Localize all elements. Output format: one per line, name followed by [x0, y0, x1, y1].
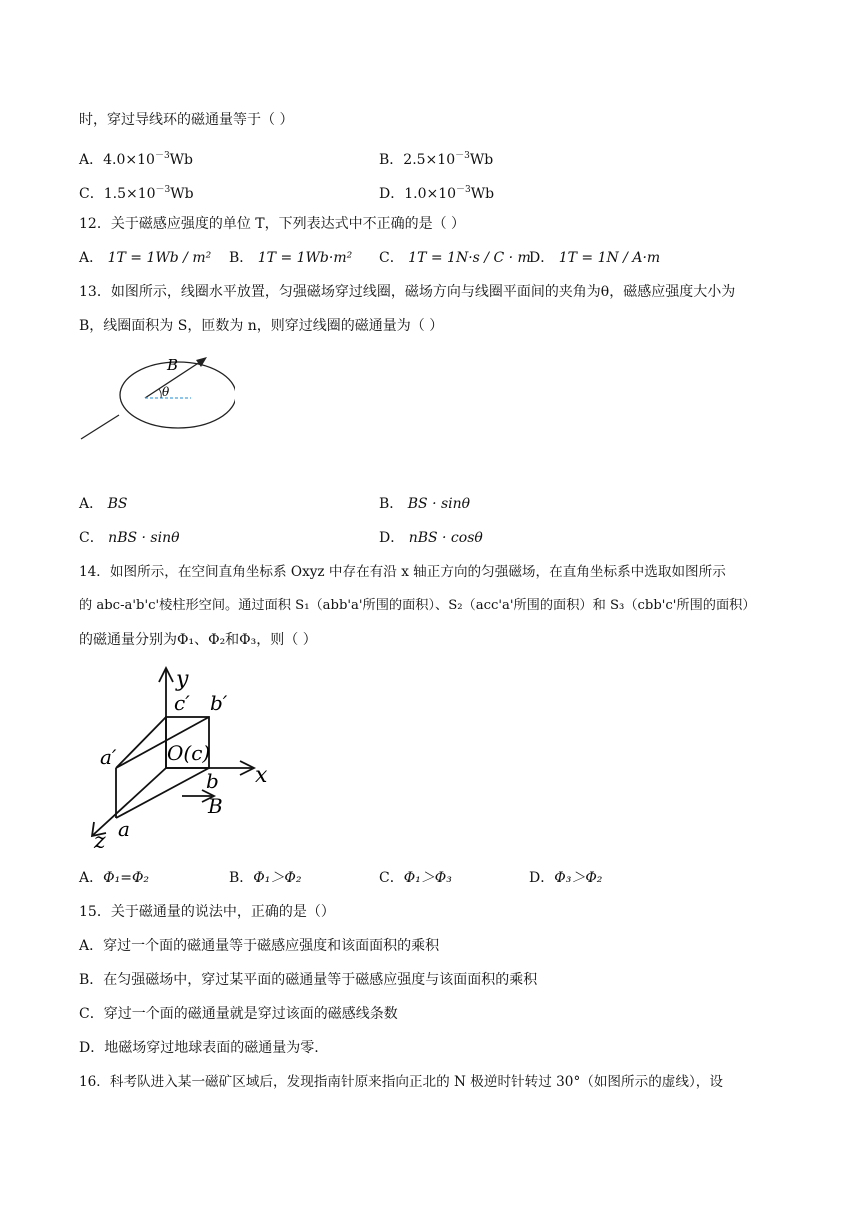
q12-option-b: B． 1T = 1Wb·m²	[229, 250, 353, 266]
edge-c-prime-a-prime	[116, 717, 166, 768]
q11-option-c: C．$1.5\times 10^{-3}Wb$	[79, 185, 194, 202]
label-a: a	[118, 817, 130, 841]
label-origin: O(c)	[167, 741, 211, 765]
q13-coil-figure	[75, 342, 235, 447]
q13-option-d: D． nBS · cosθ	[379, 530, 483, 546]
fig-label-b: B	[167, 356, 179, 374]
q15-option-c: C．穿过一个面的磁通量就是穿过该面的磁感线条数	[79, 1006, 398, 1022]
q14-stem-line3: 的磁通量分别为Φ₁、Φ₂和Φ₃，则（ ）	[79, 632, 317, 648]
fig-label-theta: θ	[162, 385, 170, 399]
label-b-prime: b′	[210, 691, 228, 715]
q14-stem-line1: 14．如图所示，在空间直角坐标系 Oxyz 中存在有沿 x 轴正方向的匀强磁场，在直角坐标系中选取如图所示	[79, 564, 726, 580]
q11-stem: 时，穿过导线环的磁通量等于（ ）	[79, 112, 294, 128]
q14-option-d: D．Φ₃＞Φ₂	[529, 870, 603, 886]
q15-option-b: B．在匀强磁场中，穿过某平面的磁通量等于磁感应强度与该面面积的乘积	[79, 972, 538, 988]
q13-option-c: C． nBS · sinθ	[79, 530, 180, 546]
label-y: y	[176, 667, 189, 692]
q11-option-d: D．$1.0\times 10^{-3}Wb$	[379, 185, 495, 202]
q11-option-a: A．$4.0\times 10^{-3}Wb$	[79, 151, 194, 168]
q14-stem-line2: 的 abc-a'b'c'棱柱形空间。通过面积 S₁（abb'a'所围的面积）、S₂（acc'a'所围的面积）和 S₃（cbb'c'所围的面积）	[79, 598, 756, 613]
label-a-prime: a′	[100, 745, 117, 769]
q13-option-b: B． BS · sinθ	[379, 496, 471, 512]
q12-option-d: D． 1T = 1N / A·m	[529, 250, 661, 266]
label-c-prime: c′	[174, 691, 190, 715]
q12-option-a: A． 1T = 1Wb / m²	[79, 250, 212, 266]
q14-prism-figure	[80, 658, 280, 848]
q14-option-a: A．Φ₁=Φ₂	[79, 870, 150, 886]
q13-stem-line1: 13．如图所示，线圈水平放置，匀强磁场穿过线圈，磁场方向与线圈平面间的夹角为θ，磁感应强度大小为	[79, 284, 736, 300]
field-line-lower	[81, 415, 119, 439]
q12-option-c: C． 1T = 1N·s / C · m	[379, 250, 531, 266]
q13-stem-line2: B，线圈面积为 S，匝数为 n，则穿过线圈的磁通量为（ ）	[79, 318, 444, 334]
q13-option-a: A． BS	[79, 496, 128, 512]
q14-option-c: C．Φ₁＞Φ₃	[379, 870, 452, 886]
label-z: z	[94, 829, 106, 848]
theta-arc	[159, 389, 161, 398]
label-b: b	[206, 769, 219, 793]
label-field-b: B	[208, 794, 223, 818]
q11-option-b: B．$2.5\times 10^{-3}Wb$	[379, 151, 494, 168]
q14-option-b: B．Φ₁＞Φ₂	[229, 870, 302, 886]
q16-stem: 16．科考队进入某一磁矿区域后，发现指南针原来指向正北的 N 极逆时针转过 30°（如图所示的虚线），设	[79, 1074, 723, 1090]
q15-stem: 15．关于磁通量的说法中，正确的是（）	[79, 904, 335, 920]
q15-option-a: A．穿过一个面的磁通量等于磁感应强度和该面面积的乘积	[79, 938, 440, 954]
edge-b-a	[116, 768, 209, 818]
q15-option-d: D．地磁场穿过地球表面的磁通量为零.	[79, 1040, 319, 1056]
label-x: x	[255, 763, 268, 788]
q12-stem: 12．关于磁感应强度的单位 T，下列表达式中不正确的是（ ）	[79, 216, 466, 232]
